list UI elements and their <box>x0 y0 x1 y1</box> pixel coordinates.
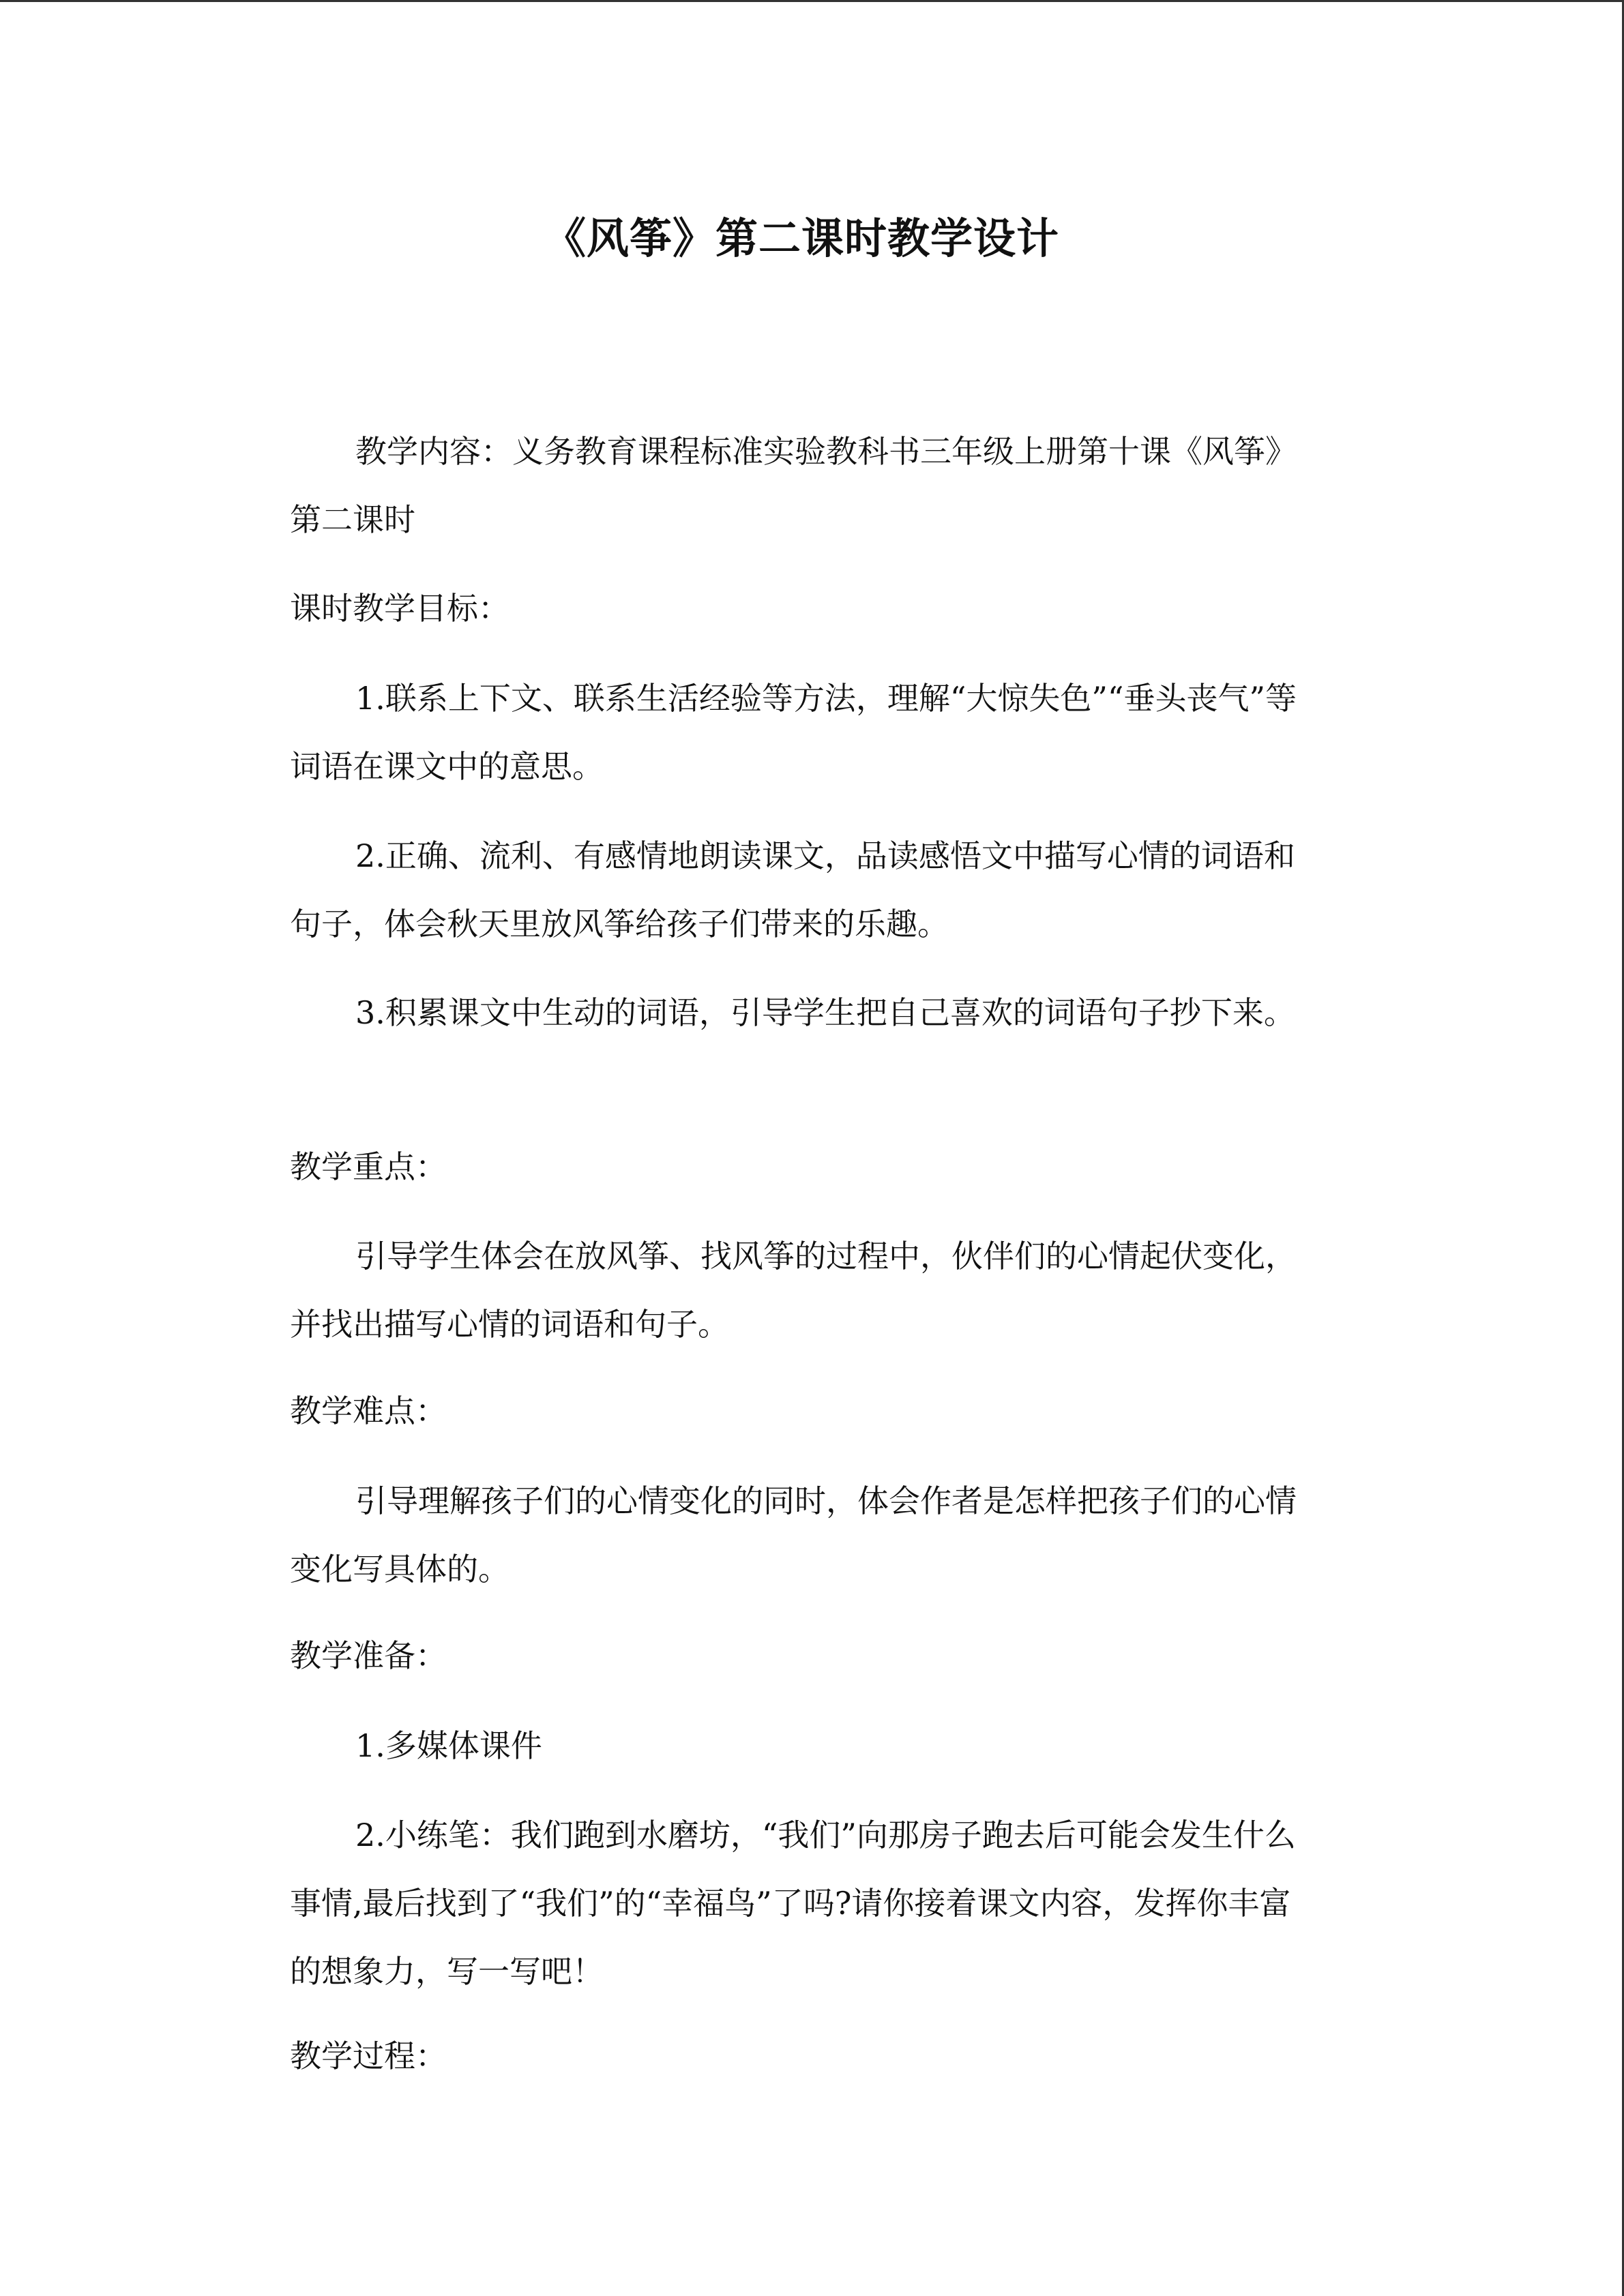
preparation-item-2: 2.小练笔：我们跑到水磨坊，“我们”向那房子跑去后可能会发生什么事情,最后找到了“我们”的“幸福鸟”了吗?请你接着课文内容，发挥你丰富的想象力，写一写吧！ <box>290 1817 1296 1990</box>
objectives-heading: 课时教学目标： <box>290 590 510 627</box>
key-points-heading: 教学重点： <box>290 1148 447 1185</box>
document-title: 《风筝》第二课时教学设计 <box>543 213 1059 263</box>
key-points-text: 引导学生体会在放风筝、找风筝的过程中，伙伴们的心情起伏变化，并找出描写心情的词语和句子。 <box>290 1238 1297 1343</box>
difficulties-text: 引导理解孩子们的心情变化的同时，体会作者是怎样把孩子们的心情变化写具体的。 <box>290 1482 1297 1587</box>
objective-item-2: 2.正确、流利、有感情地朗读课文，品读感悟文中描写心情的词语和句子，体会秋天里放风筝给孩子们带来的乐趣。 <box>290 837 1295 942</box>
preparation-item-1: 1.多媒体课件 <box>355 1727 542 1764</box>
objective-item-3: 3.积累课文中生动的词语，引导学生把自己喜欢的词语句子抄下来。 <box>355 994 1295 1031</box>
process-heading: 教学过程： <box>290 2038 447 2074</box>
difficulties-heading: 教学难点： <box>290 1392 447 1429</box>
objective-item-1: 1.联系上下文、联系生活经验等方法，理解“大惊失色”“垂头丧气”等词语在课文中的意思。 <box>290 680 1297 785</box>
preparation-heading: 教学准备： <box>290 1637 447 1674</box>
teaching-content: 教学内容：义务教育课程标准实验教科书三年级上册第十课《风筝》第二课时 <box>290 433 1297 538</box>
